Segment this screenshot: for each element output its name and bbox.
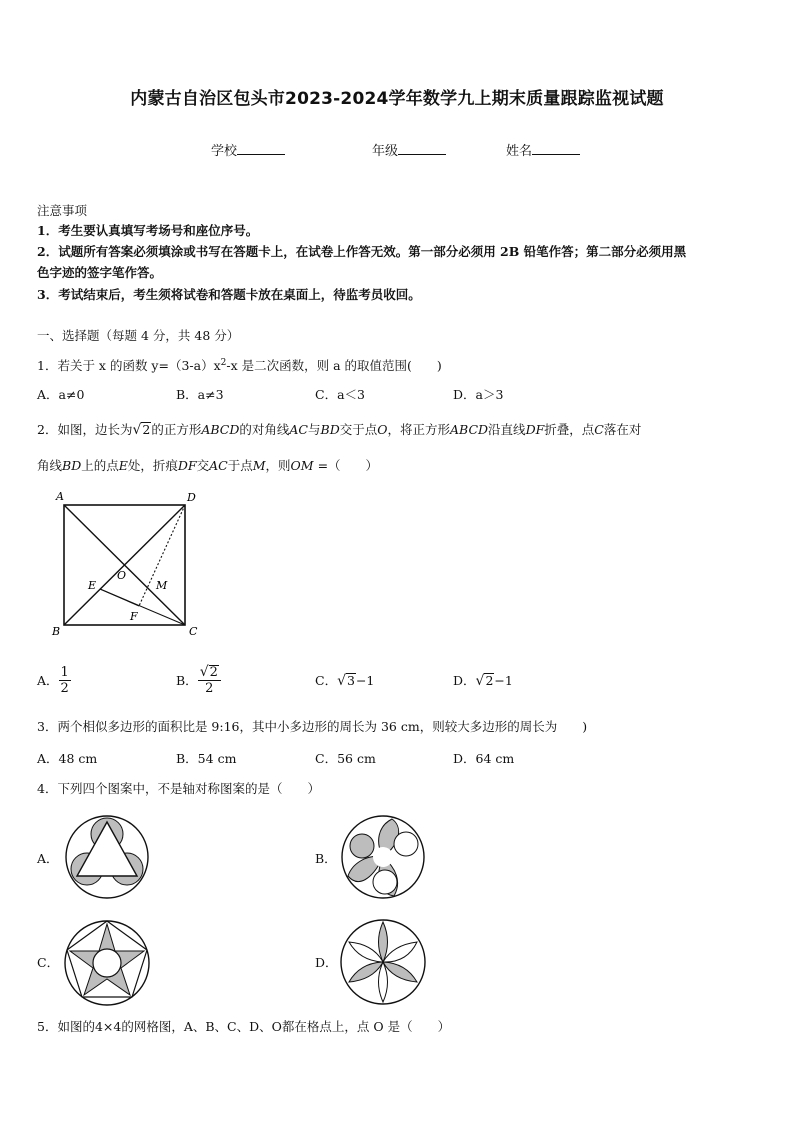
q1-option-c[interactable]: C．a＜3 [315, 387, 365, 402]
question-5-stem: 5．如图的4×4的网格图，A、B、C、D、O都在格点上，点 O 是（ ） [37, 1019, 451, 1034]
option-rest: −1 [494, 673, 513, 688]
white-petal [379, 962, 388, 1002]
q2-text: 沿直线 [488, 422, 526, 437]
q2-math: ABCD [201, 422, 240, 437]
sqrt-icon: √ [475, 673, 485, 689]
section-heading: 一、选择题（每题 4 分，共 48 分） [37, 328, 240, 343]
q2-text: 处，折痕 [127, 458, 178, 473]
grey-petal [383, 962, 417, 982]
fraction [198, 665, 221, 696]
q4-figure-b[interactable] [340, 814, 426, 900]
q4-figure-a[interactable] [64, 814, 150, 900]
q4-option-c-label[interactable]: C． [37, 955, 60, 970]
white-petal [383, 942, 417, 962]
grade-label: 年级 [372, 144, 399, 159]
q2-text: 折叠，点 [544, 422, 595, 437]
notice-heading: 注意事项 [37, 203, 88, 218]
label-b: B [52, 625, 61, 638]
q2-text: （ ） [328, 458, 379, 473]
denominator: 2 [60, 680, 69, 696]
center-circle [93, 949, 121, 977]
question-3-stem: 3．两个相似多边形的面积比是 9:16，其中小多边形的周长为 36 cm，则较大多边形的周长为 ) [37, 719, 588, 734]
q2-math: BD [320, 422, 340, 437]
q2-text: 的对角线 [239, 422, 290, 437]
option-letter: D． [453, 673, 476, 688]
white-lobe [373, 870, 397, 894]
sqrt-icon: √ [132, 422, 142, 438]
notice-item: 1．考生要认真填写考场号和座位序号。 [37, 223, 259, 238]
white-triangle [77, 822, 137, 876]
q2-option-c[interactable] [315, 671, 374, 689]
q2-text: ，将正方形 [387, 422, 451, 437]
q3-option-a[interactable]: A．48 cm [37, 751, 98, 766]
q2-text: 与 [308, 422, 321, 437]
q2-math: DF [525, 422, 545, 437]
denominator: 2 [205, 680, 214, 696]
notice-item: 3．考试结束后，考生须将试卷和答题卡放在桌面上，待监考员收回。 [37, 287, 421, 302]
name-field[interactable] [506, 140, 580, 159]
notice-item: 2．试题所有答案必须填涂或书写在答题卡上，在试卷上作答无效。第一部分必须用 2B 铅笔作答；第二部分必须用黑 [37, 244, 687, 259]
q2-text: 的正方形 [151, 422, 202, 437]
center-circle [373, 847, 393, 867]
q2-math: ABCD [450, 422, 489, 437]
school-label: 学校 [211, 144, 238, 159]
numerator [198, 665, 221, 681]
q4-option-b-label[interactable]: B． [315, 851, 337, 866]
option-rest: −1 [355, 673, 375, 688]
q2-math: AC [289, 422, 308, 437]
numerator: 1 [60, 664, 69, 680]
q2-text: 上的点 [81, 458, 119, 473]
q2-math: DF [177, 458, 197, 473]
grade-blank[interactable] [398, 142, 446, 155]
q1-option-b[interactable]: B．a≠3 [176, 387, 224, 402]
q1-stem-part: -x 是二次函数，则 a 的取值范围( ) [226, 358, 442, 374]
q1-option-a[interactable]: A．a≠0 [37, 387, 85, 402]
square-fold-figure [50, 488, 210, 640]
q2-text: 交 [196, 458, 210, 473]
radicand: 2 [209, 664, 218, 680]
q4-figure-d[interactable] [338, 918, 428, 1006]
q2-option-b[interactable] [176, 658, 221, 702]
q2-text: 于点 [227, 458, 253, 473]
option-letter: A． [37, 673, 59, 688]
school-field[interactable] [211, 140, 285, 159]
question-1-stem [37, 354, 442, 375]
question-2-stem-line2 [37, 457, 378, 475]
q1-superscript: 2 [220, 358, 227, 368]
q2-text: ，则 [265, 458, 291, 473]
option-letter: C． [315, 673, 338, 688]
q4-option-d-label[interactable]: D． [315, 955, 338, 970]
q3-option-c[interactable]: C．56 cm [315, 751, 376, 766]
q2-math: O [377, 422, 388, 437]
q2-math: BD [62, 458, 82, 473]
label-f: F [130, 610, 138, 623]
label-d: D [187, 491, 196, 504]
q2-radicand: 2 [142, 422, 151, 437]
option-letter: B． [176, 673, 198, 688]
label-e: E [88, 579, 97, 592]
q4-figure-c[interactable] [62, 918, 152, 1006]
q2-text: 交于点 [339, 422, 378, 437]
q2-math: C [594, 422, 604, 437]
six-petal-flower [349, 922, 417, 1002]
q2-text: 落在对 [603, 422, 642, 437]
school-blank[interactable] [237, 142, 285, 155]
sqrt-icon: √ [337, 673, 346, 689]
grey-petal [379, 922, 388, 962]
q2-text: 角线 [37, 458, 63, 473]
white-lobe [394, 832, 418, 856]
q3-option-d[interactable]: D．64 cm [453, 751, 515, 766]
fraction [59, 665, 71, 696]
grey-lobe [350, 834, 374, 858]
sqrt-icon: √ [199, 663, 209, 680]
label-c: C [189, 625, 198, 638]
segment-ec [100, 589, 185, 625]
q3-option-b[interactable]: B．54 cm [176, 751, 237, 766]
question-4-stem: 4．下列四个图案中，不是轴对称图案的是（ ） [37, 781, 320, 796]
label-m: M [156, 579, 168, 592]
notice-item: 色字迹的签字笔作答。 [37, 265, 163, 280]
q1-option-d[interactable]: D．a＞3 [453, 387, 504, 402]
white-petal [349, 942, 383, 962]
q2-option-d[interactable] [453, 671, 513, 689]
q2-math: AC [209, 458, 228, 473]
q2-text: 2．如图，边长为 [37, 422, 133, 437]
grey-petal [349, 962, 383, 982]
q4-option-a-label[interactable]: A． [37, 851, 59, 866]
q1-stem-part: 1．若关于 x 的函数 y=（3-a）x [37, 358, 221, 374]
q2-math: E [118, 458, 128, 473]
grade-field[interactable] [372, 140, 446, 159]
radicand: 3 [347, 673, 355, 688]
question-2-stem-line1 [37, 421, 641, 439]
name-blank[interactable] [532, 142, 580, 155]
q2-math: OM = [290, 458, 329, 473]
radicand: 2 [485, 673, 494, 688]
name-label: 姓名 [506, 144, 533, 159]
q2-option-a[interactable] [37, 660, 71, 700]
label-o: O [117, 569, 127, 582]
label-a: A [56, 490, 64, 503]
q2-math: M [252, 458, 266, 473]
page-title: 内蒙古自治区包头市2023-2024学年数学九上期末质量跟踪监视试题 [130, 89, 664, 109]
